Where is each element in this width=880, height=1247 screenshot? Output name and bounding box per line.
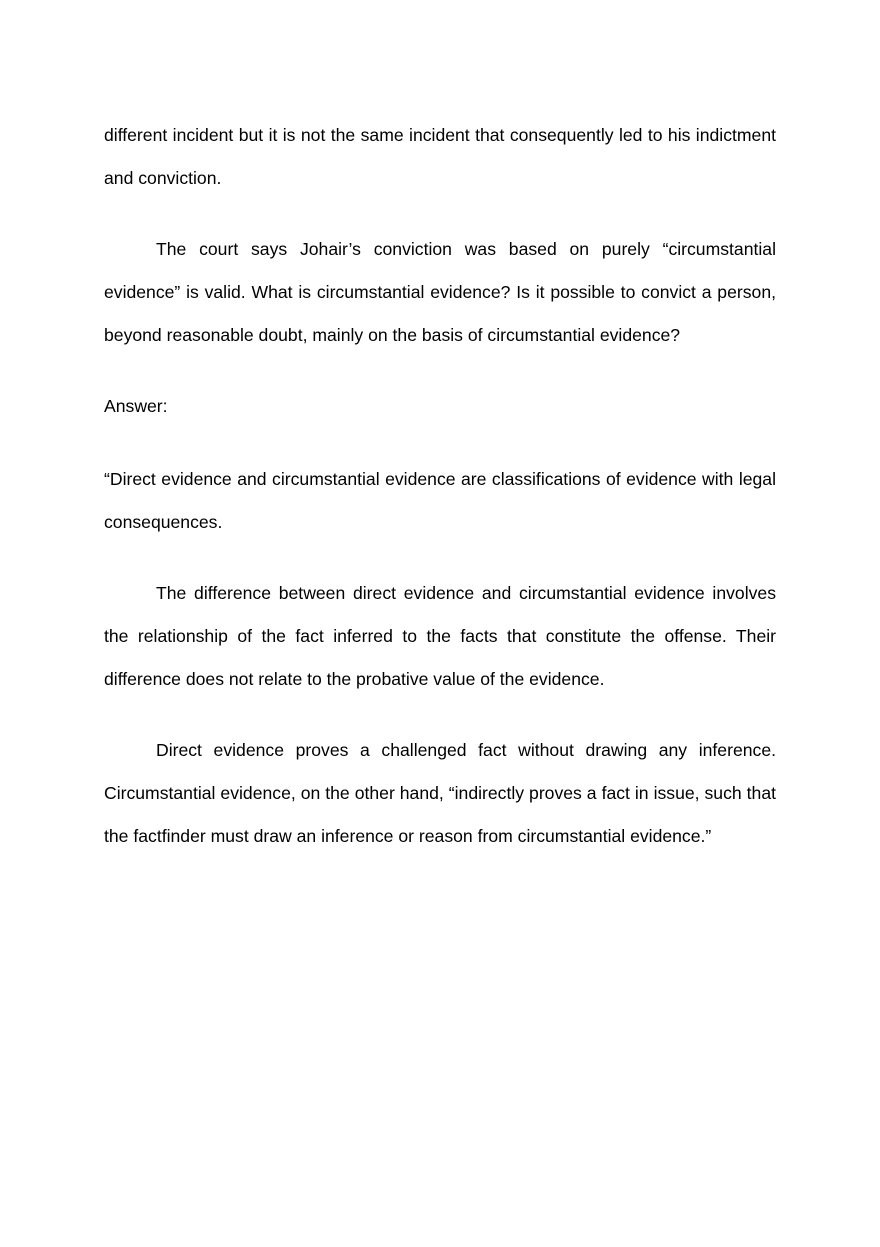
answer-label: Answer: (104, 396, 168, 417)
paragraph-continuation: different incident but it is not the same incident that consequently led to his indictment and conviction. (104, 125, 776, 189)
page-body (104, 114, 776, 886)
paragraph-answer-intro: “Direct evidence and circumstantial evidence are classifications of evidence with legal consequences. (104, 468, 776, 532)
paragraph-difference: The difference between direct evidence and circumstantial evidence involves the relationship of the fact inferred to the facts that constitute the offense. Their difference does not relate to the probative value of the evidence. (104, 582, 776, 689)
paragraph-question: The court says Johair’s conviction was based on purely “circumstantial evidence” is valid. What is circumstantial evidence? Is it possible to convict a person, beyond reasonable doubt, mainly on the basis of circumstantial evidence? (104, 239, 776, 346)
paragraph-direct-vs-circumstantial: Direct evidence proves a challenged fact without drawing any inference. Circumstantial evidence, on the other hand, “indirectly proves a fact in issue, such that the factfinder must draw an inference or reason from circumstantial evidence.” (104, 740, 776, 847)
